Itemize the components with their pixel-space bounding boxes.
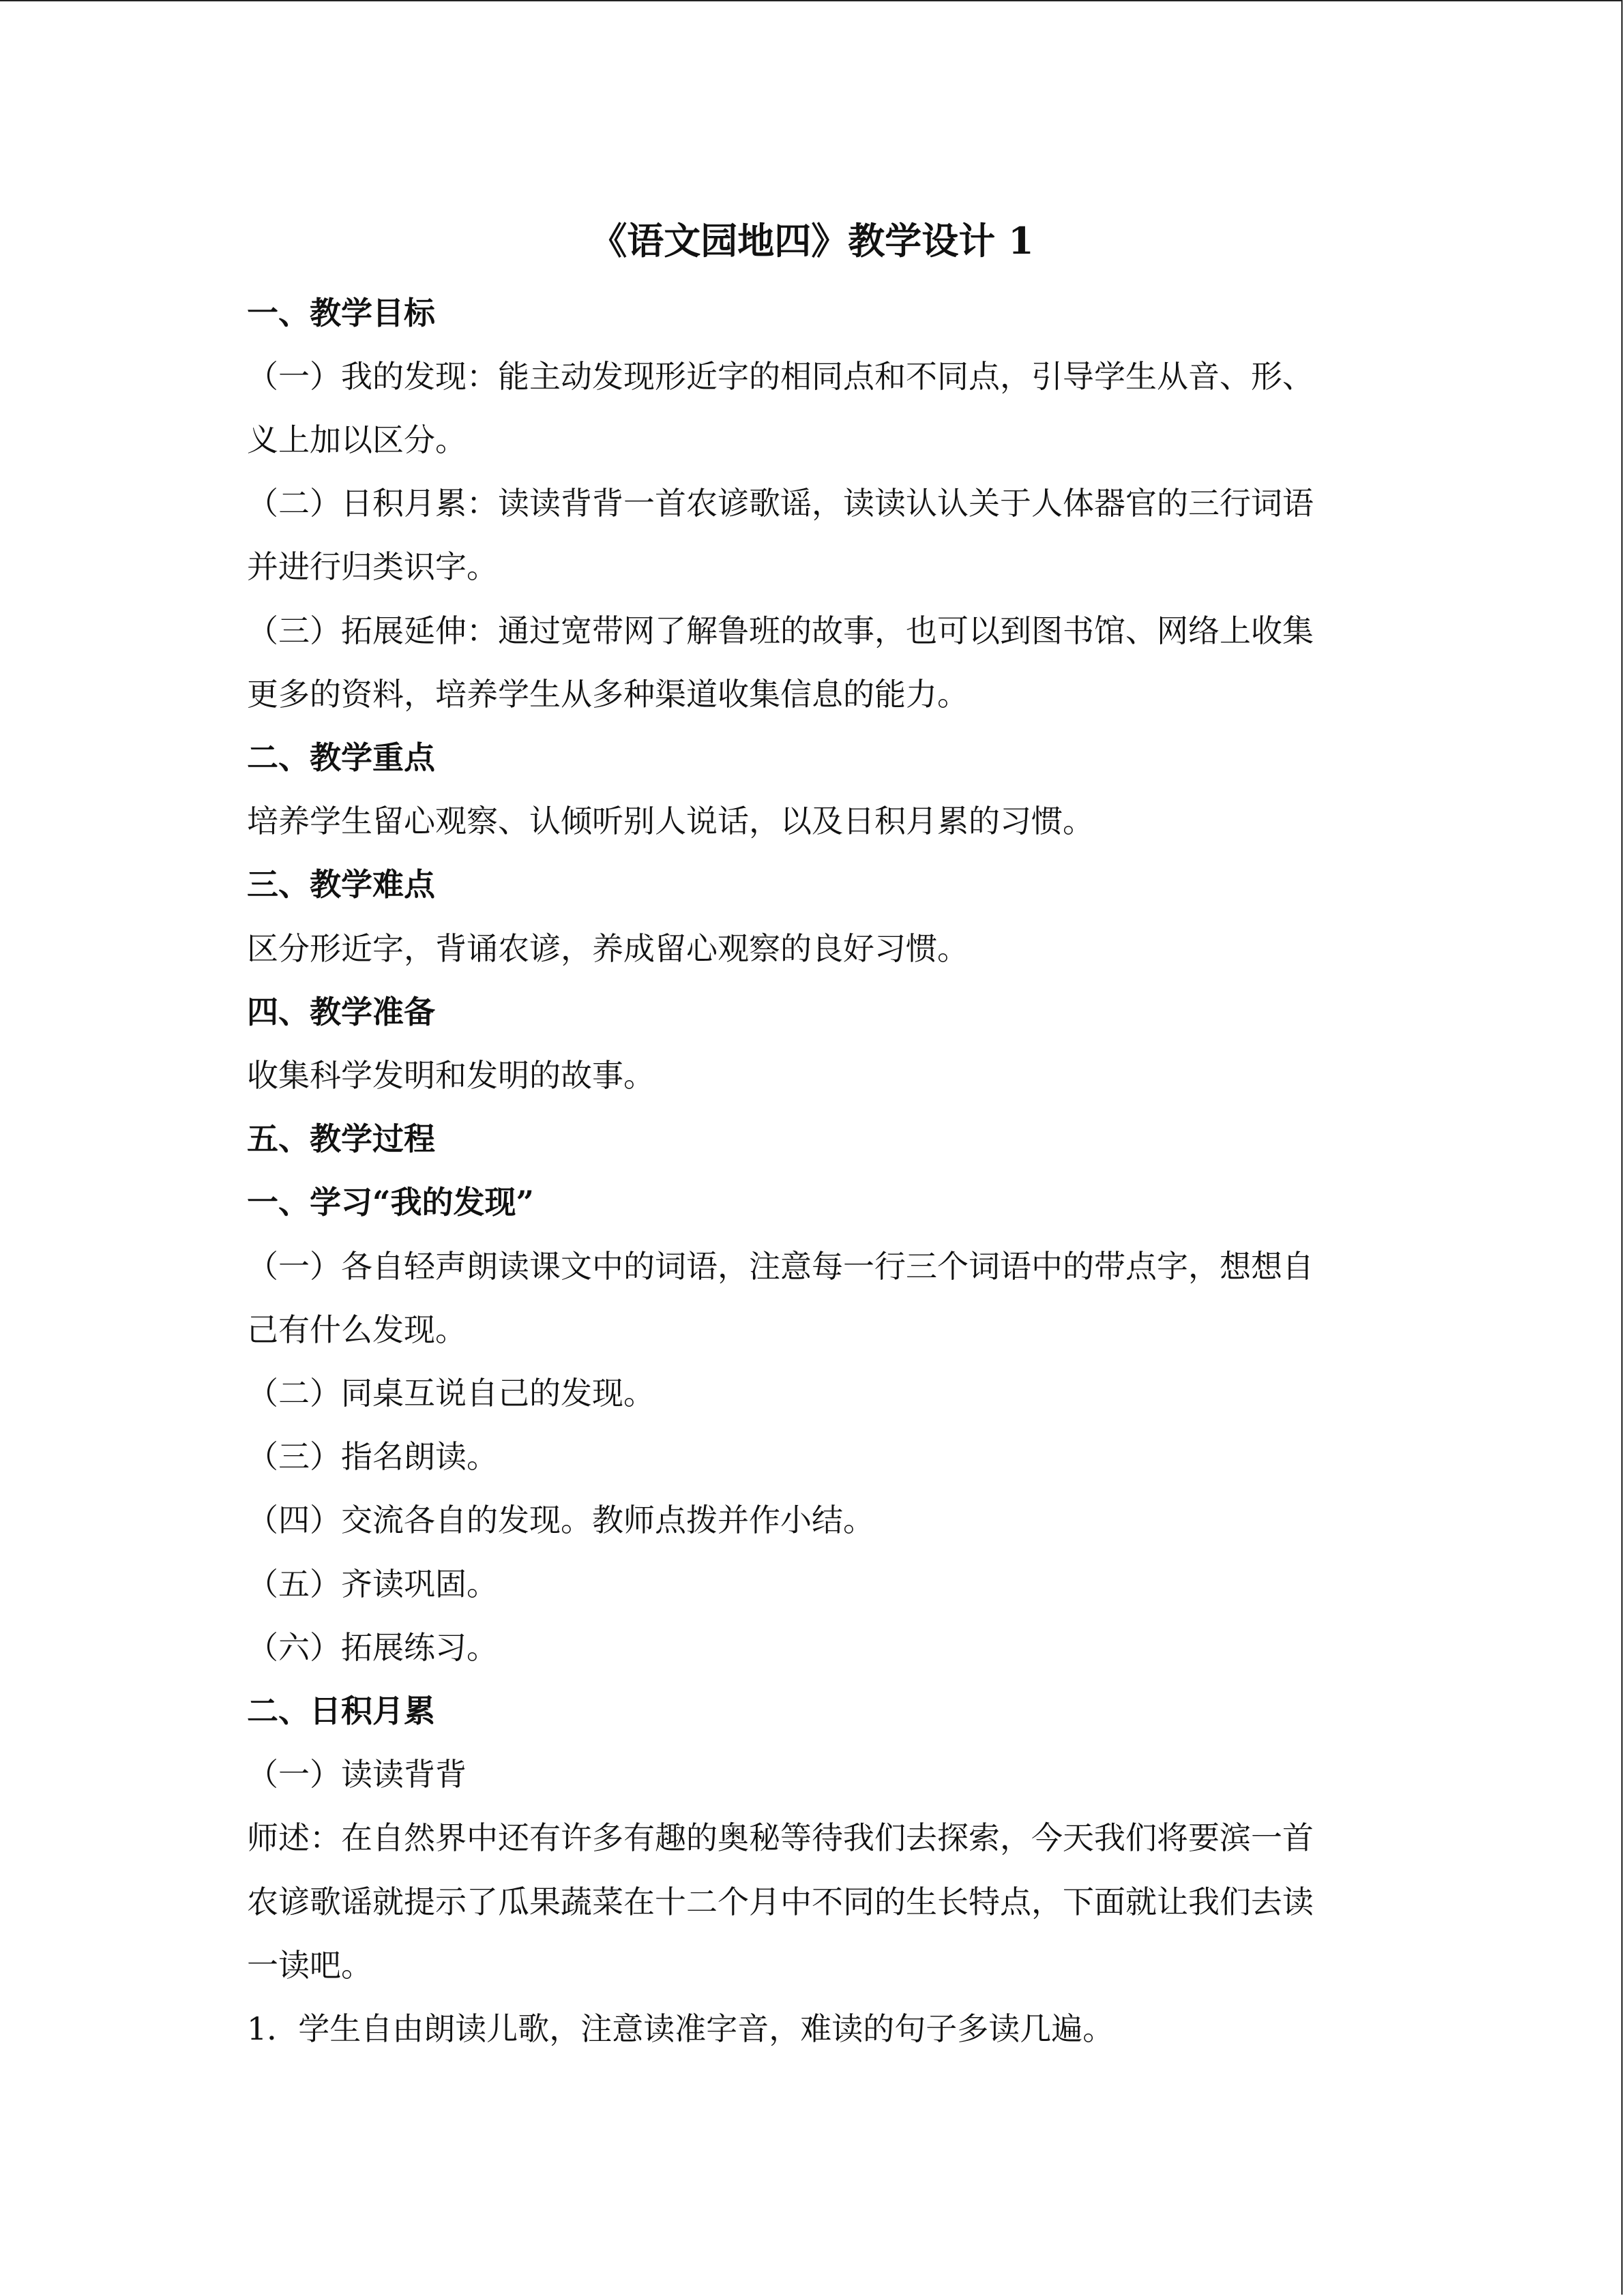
paragraph-line: （一）读读背背: [247, 1756, 467, 1793]
paragraph-line: （四）交流各自的发现。教师点拨并作小结。: [247, 1502, 874, 1538]
paragraph-line: （二）同桌互说自己的发现。: [247, 1375, 655, 1412]
paragraph-line: 收集科学发明和发明的故事。: [247, 1057, 655, 1094]
paragraph-line: （三）指名朗读。: [247, 1438, 498, 1475]
paragraph-line: 师述：在自然界中还有许多有趣的奥秘等待我们去探索，今天我们将要滨一首: [247, 1819, 1314, 1856]
paragraph-line: 农谚歌谣就提示了瓜果蔬菜在十二个月中不同的生长特点，下面就让我们去读: [247, 1883, 1314, 1920]
paragraph-line: 一读吧。: [247, 1947, 372, 1984]
paragraph-line: 并进行归类识字。: [247, 548, 498, 585]
section-heading-preparation: 四、教学准备: [247, 994, 435, 1030]
section-heading-objectives: 一、教学目标: [247, 295, 435, 331]
paragraph-line: （五）齐读巩固。: [247, 1566, 498, 1602]
paragraph-line: 义上加以区分。: [247, 421, 467, 458]
paragraph-line: 培养学生留心观察、认倾听别人说话，以及日积月累的习惯。: [247, 803, 1094, 839]
paragraph-line: 1．学生自由朗读儿歌，注意读准字音，难读的句子多读几遍。: [247, 2010, 1114, 2047]
section-heading-process: 五、教学过程: [247, 1120, 435, 1157]
paragraph-line: （六）拓展练习。: [247, 1629, 498, 1666]
subsection-heading-discovery: 一、学习“我的发现”: [247, 1184, 534, 1221]
section-heading-key-points: 二、教学重点: [247, 739, 435, 776]
paragraph-line: （一）各自轻声朗读课文中的词语，注意每一行三个词语中的带点字，想想自: [247, 1248, 1314, 1285]
document-title: 《语文园地四》教学设计 1: [590, 219, 1034, 263]
section-heading-difficulties: 三、教学难点: [247, 866, 435, 903]
subsection-heading-accumulation: 二、日积月累: [247, 1693, 435, 1729]
paragraph-line: （一）我的发现：能主动发现形近字的相同点和不同点，引导学生从音、形、: [247, 358, 1314, 395]
paragraph-line: （三）拓展延伸：通过宽带网了解鲁班的故事，也可以到图书馆、网络上收集: [247, 612, 1314, 649]
paragraph-line: 更多的资料，培养学生从多种渠道收集信息的能力。: [247, 676, 969, 713]
paragraph-line: 区分形近字，背诵农谚，养成留心观察的良好习惯。: [247, 930, 969, 967]
paragraph-line: 己有什么发现。: [247, 1311, 467, 1348]
paragraph-line: （二）日积月累：读读背背一首农谚歌谣，读读认认关于人体器官的三行词语: [247, 485, 1314, 522]
